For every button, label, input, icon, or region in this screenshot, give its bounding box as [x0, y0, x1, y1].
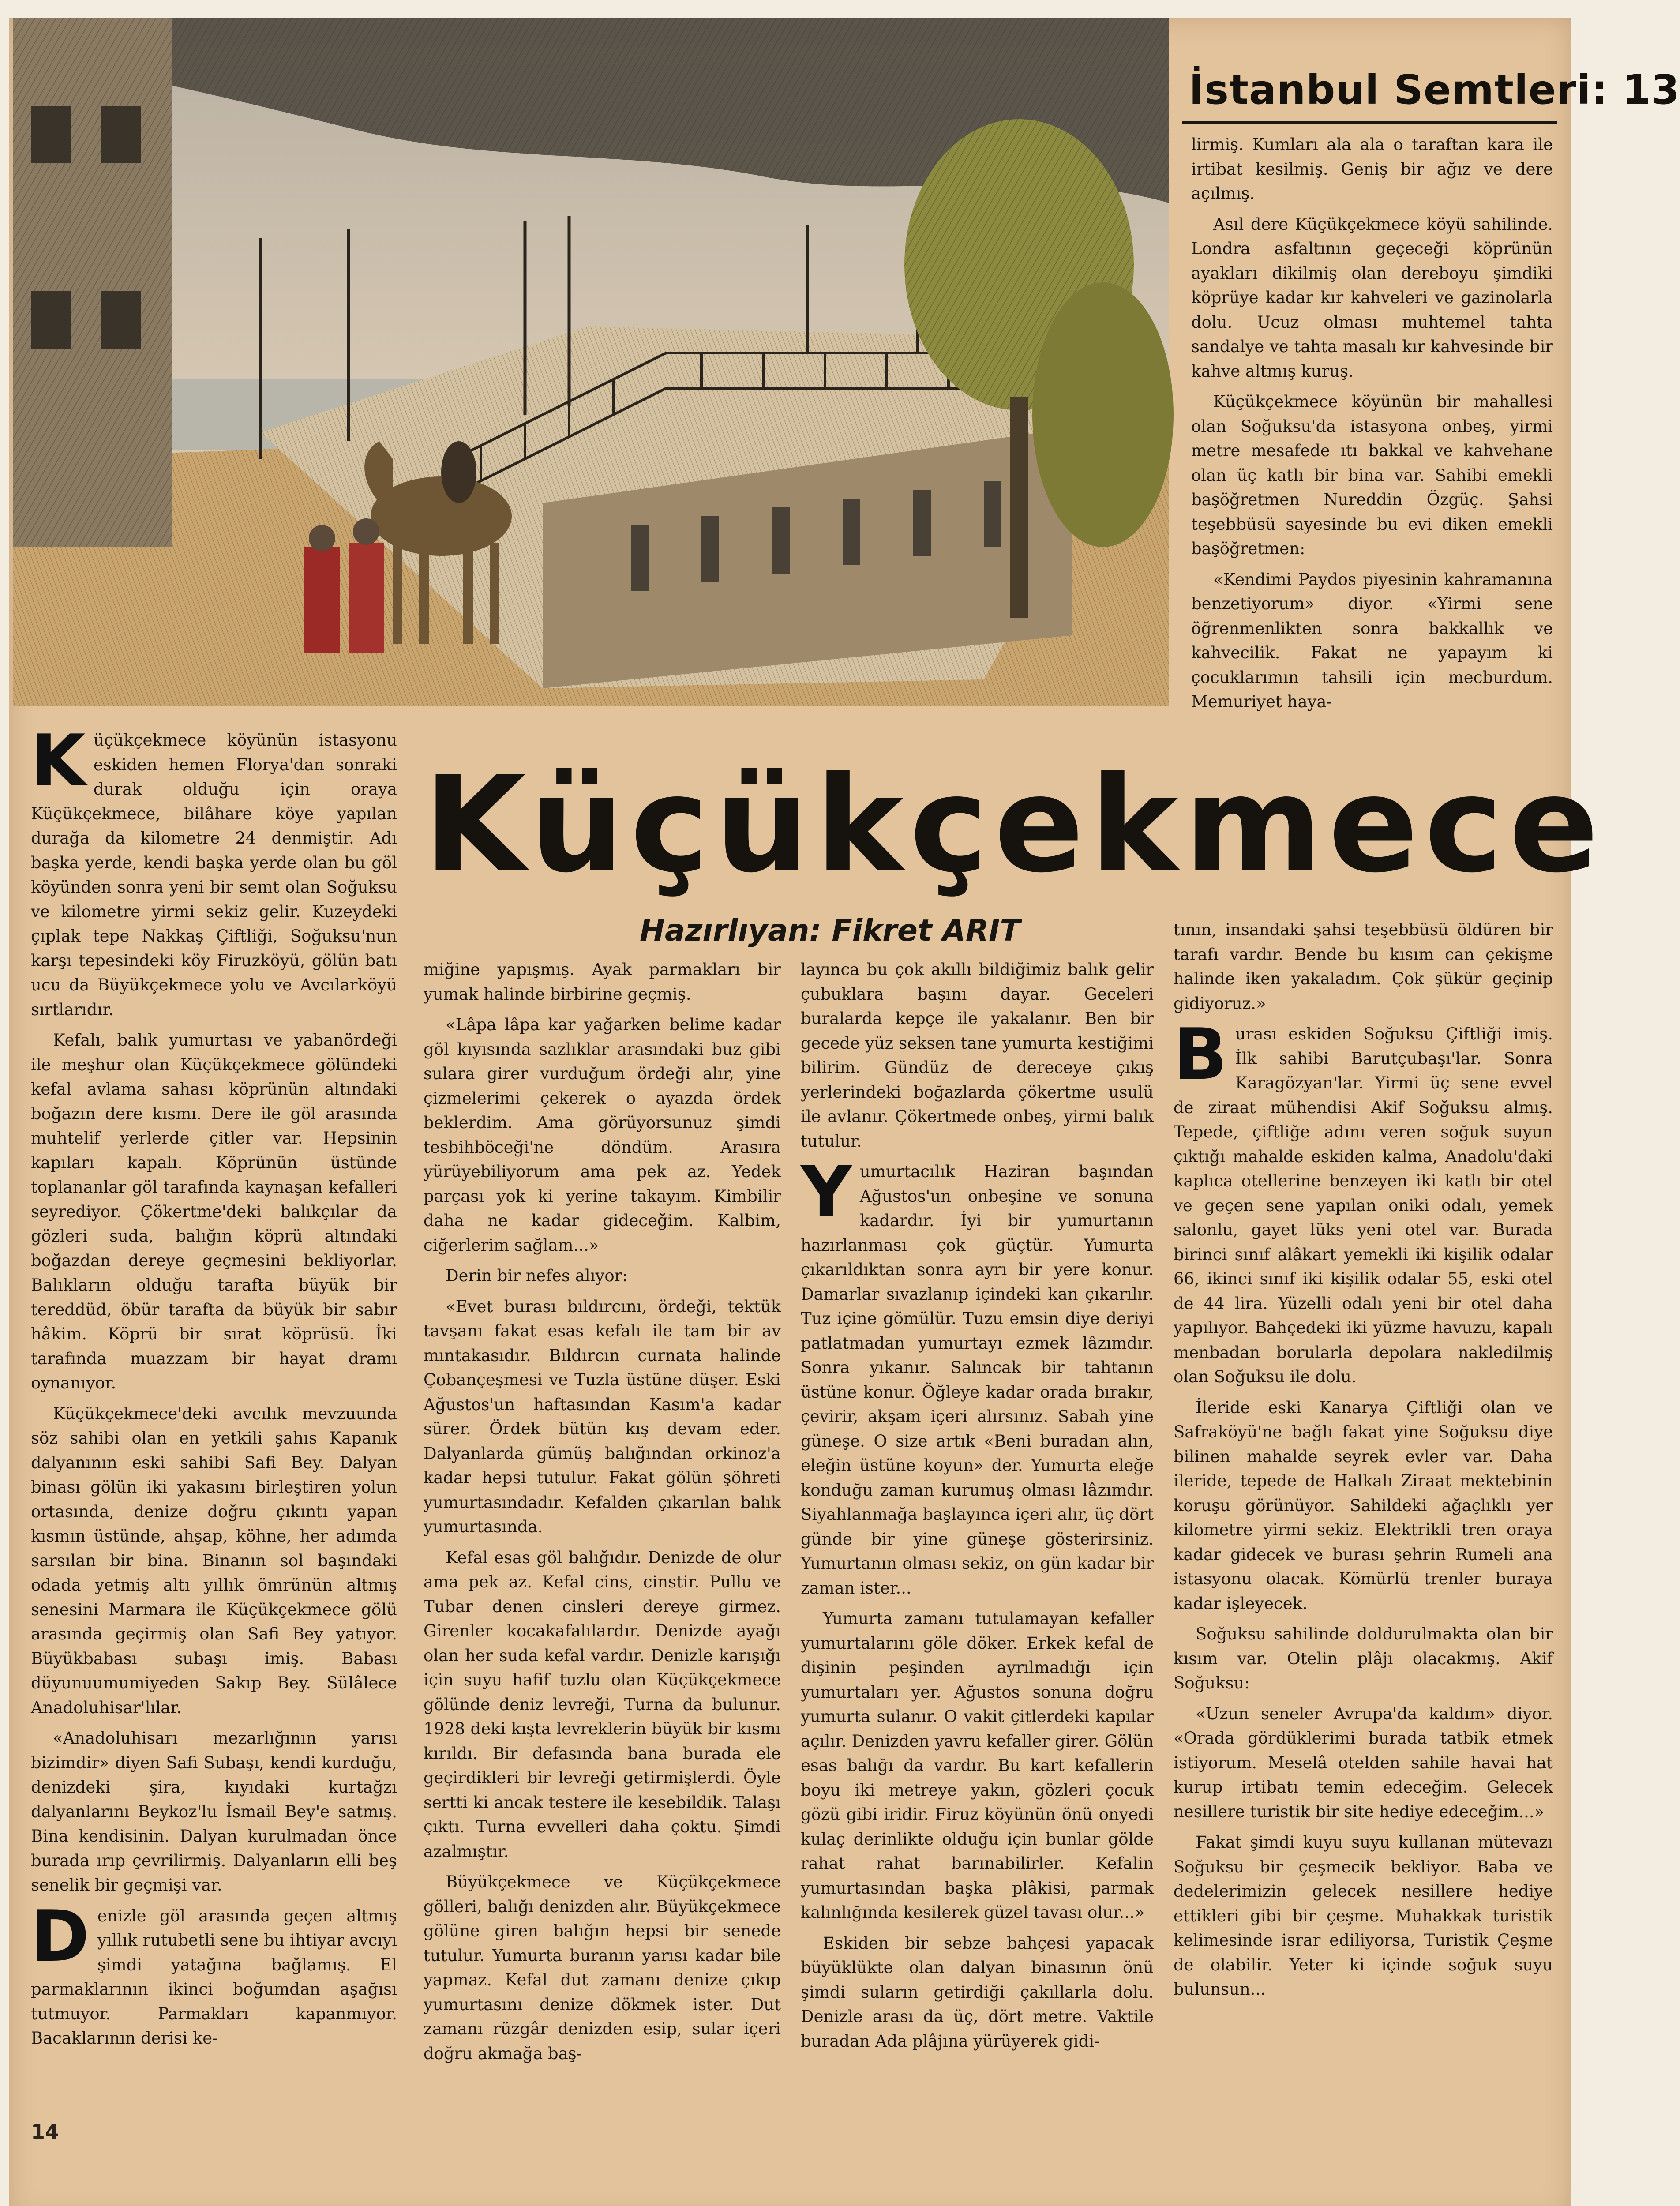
paragraph: layınca bu çok akıllı bildiğimiz balık gelir çubuklara başını dayar. Geceleri buralarda kepçe ile yakalanır. Ben bir gecede yüz seksen tane yumurta kestiğimi bilirim. Gündüz de dereceye çıkış yerlerindeki boğazlarda çökertme usulü ile avlanır. Çökertmede onbeş, yirmi balık tutulur. — [801, 960, 1154, 1151]
paragraph: Kefalı, balık yumurtası ve yabanördeği ile meşhur olan Küçükçekmece gölündeki kefal avlama sahası köprünün altındaki boğazın dere kısmı. Dere ile göl arasında muhtelif yerlerde çitler var. Hepsinin kapıları kapalı. Köprünün üstünde toplananlar göl tarafında kaynaşan kefalleri seyrediyor. Çökertme'deki balıkçılar da gözleri suda, balığın köprü altındaki boğazdan dereye geçmesini bekliyorlar. Balıkların olduğu tarafta büyük bir tereddüd, öbür tarafta da büyük bir sabır hâkim. Köprü bir sırat köprüsü. İki tarafında muazzam bir hayat dramı oynanıyor. — [31, 1031, 397, 1392]
paragraph-text: enizle göl arasında geçen altmış yıllık rutubetli sene bu ihtiyar avcıyı şimdi yatağına bağlamış. El parmaklarının ikinci boğumdan aşağısı tutmuyor. Parmakları kapanmıyor. Bacaklarının derisi ke- — [31, 1906, 398, 2048]
paragraph — [1174, 1013, 1553, 1389]
title-rule — [1182, 121, 1557, 124]
illustration-svg — [13, 18, 1169, 706]
column-2 — [424, 957, 781, 2140]
paragraph: Küçükçekmece'deki avcılık mevzuunda söz sahibi olan en yetkili şahıs Kapanık dalyanının eski sahibi Safi Bey. Dalyan binası gölün iki yakasını birleştiren yolun ortasında, denize doğru çıkıntı yapan kısmın üstünde, ahşap, köhne, her adımda sarsılan bir bina. Binanın sol başındaki odada yetmiş altı yıllık ömrünün altmış senesini Marmara ile Küçükçekmece gölü arasında geçirmiş olan Safi Bey yatıyor. Büyükbabası subaşı imiş. Babası düyunuumumiyeden Sakıp Bey. Sülâlece Anadoluhisar'lılar. — [31, 1404, 397, 1717]
headline: Küçükçekmece — [424, 748, 1605, 902]
paragraph: Derin bir nefes alıyor: — [446, 1266, 628, 1285]
paragraph: Eskiden bir sebze bahçesi yapacak büyüklükte olan dalyan binasının önü şimdi suların getirdiği çakıllarla dolu. Denizle arası da üç, dört metre. Vaktile buradan Ada plâjına yürüyerek gidi- — [801, 1933, 1154, 2051]
paragraph: «Lâpa lâpa kar yağarken belime kadar göl kıyısında sazlıklar arasındaki buz gibi sulara girer vurduğum ördeği alır, yine çizmelerimi çekerek o ayazda ördek beklerdim. Ama görüyorsunuz şimdi tesbihböceği'ne döndüm. Arasıra yürüyebiliyorum ama pek az. Yedek parçası yok ki yerine takayım. Kimbilir daha ne kadar gideceğim. Kalbim, ciğerlerim sağlam...» — [424, 1015, 781, 1255]
paragraph: Fakat şimdi kuyu suyu kullanan mütevazı Soğuksu bir çeşmecik bekliyor. Baba ve dedelerimizin gelecek nesillere hediye ettikleri gibi bir çeşme. Muhakkak turistik kelimesinde israr ediliyorsa, Turistik Çeşme de olabilir. Yeter ki içinde soğuk suyu bulunsun... — [1174, 1833, 1553, 1999]
paragraph: Soğuksu sahilinde doldurulmakta olan bir kısım var. Otelin plâjı olacakmış. Akif Soğuksu: — [1174, 1624, 1553, 1692]
top-right-column — [1191, 132, 1553, 715]
paragraph: lirmiş. Kumları ala ala o taraftan kara ile irtibat kesilmiş. Geniş bir ağız ve dere açılmış. — [1191, 135, 1553, 203]
bridge-with-camel-engraving — [13, 18, 1169, 706]
paragraph: «Evet burası bıldırcını, ördeği, tektük tavşanı fakat esas kefalı ile tam bir av mıntakasıdır. Bıldırcın curnata halinde Çobançeşmesi ve Tuzla üstüne düşer. Eski Ağustos'un haftasından Kasım'a kadar sürer. Ördek bütün kış devam eder. Dalyanlarda gümüş balığından orkinoz'a kadar hepsi tutulur. Fakat gölün şöhreti yumurtasındadır. Kefalden çıkarılan balık yumurtasında. — [424, 1297, 781, 1536]
column-4 — [1174, 918, 1553, 2140]
paragraph: miğine yapışmış. Ayak parmakları bir yumak halinde birbirine geçmiş. — [424, 960, 781, 1004]
dropcap: B — [1174, 1013, 1227, 1095]
paragraph — [31, 719, 397, 1022]
paragraph: Yumurta zamanı tutulamayan kefaller yumurtalarını göle döker. Erkek kefal de dişinin peşinden ayrılmadığı için yumurtaları yer. Ağustos sonuna doğru yumurta sulanır. O vakit çitlerdeki kapılar açılır. Denizden yavru kefaller girer. Gölün esas balığı da vardır. Bu kart kefallerin boyu iki metreye yakın, gözleri çocuk gözü gibi iridir. Firuz köyünün önü onyedi kulaç derinlikte olduğu için bunlar gölde rahat rahat barınabilirler. Kefalin yumurtasından başka plâkisi, parmak kalınlığında kesilerek güzel tavası olur...» — [801, 1609, 1154, 1922]
paragraph: İleride eski Kanarya Çiftliği olan ve Safraköyü'ne bağlı fakat yine Soğuksu diye bilinen mahalde seyrek evler var. Daha ileride, tepede de Halkalı Ziraat mektebinin koruşu görünüyor. Sahildeki ağaçlıklı yer kilometre yirmi sekiz. Elektrikli tren oraya kadar gidecek ve burası şehrin Rumeli ana istasyonu olacak. Kömürlü trenler buraya kadar işleyecek. — [1174, 1398, 1553, 1613]
dropcap: Y — [801, 1151, 852, 1233]
paragraph: «Anadoluhisarı mezarlığının yarısı bizimdir» diyen Safi Subaşı, kendi kurduğu, denizdeki şira, kıyıdaki kurtağzı dalyanlarını Beykoz'lu İsmail Bey'e satmış. Bina kendisinin. Dalyan kurulmadan önce burada ırıp çevrilirmiş. Dalyanların elli beş senelik bir geçmişi var. — [31, 1729, 397, 1895]
page-number: 14 — [31, 2120, 60, 2144]
paragraph-text: urası eskiden Soğuksu Çiftliği imiş. İlk sahibi Barutçubaşı'lar. Sonra Karagözyan'lar. Yirmi üç sene evvel de ziraat mühendisi Akif Soğuksu almış. Tepede, çiftliğe adını veren soğuk suyun çıktığı mahalde eskiden kalma, Anadolu'daki kaplıca otellerine benzeyen iki katlı bir otel ve geçen sene yapılan oniki odalı, yemek salonlu, gayet lüks yeni otel var. Burada birinci sınıf alâkart yemekli iki kişilik odalar 66, ikinci sınıf iki kişilik odalar 55, eski otel de 44 lira. Yüzelli odalı yeni bir otel daha yapılıyor. Bahçedeki iki yüzme havuzu, kapalı menbadan borularla depolara nakledilmiş olan Soğuksu ile dolu. — [1174, 1024, 1553, 1386]
byline: Hazırlıyan: Fikret ARIT — [640, 913, 1020, 948]
paragraph — [801, 1151, 1154, 1600]
paragraph-text: umurtacılık Haziran başından Ağustos'un onbeşine ve sonuna kadardır. İyi bir yumurtanın hazırlanması çok güçtür. Yumurta çıkarıldıktan sonra ayrı bir yere konur. Damarlar sıvazlanıp içindeki kan çıkarılır. Tuz içine gömülür. Tuzu emsin diye deriyi patlatmadan yumurtayı ezmek lâzımdır. Sonra yıkanır. Salıncak bir tahtanın üstüne konur. Öğleye kadar orada bırakır, çevirir, akşam içeri alırsınız. Sabah yine güneşe. O size artık «Beni buradan alın, eleğin üstüne koyun» der. Yumurta eleğe konduğu zaman kurumuş olması lâzımdır. Siyahlanmağa başlayınca içeri alır, üç dört günde bir yine güneşe gösterirsiniz. Yumurtanın olması sekiz, on gün kadar bir zaman ister... — [801, 1162, 1154, 1598]
paragraph: Küçükçekmece köyünün bir mahallesi olan Soğuksu'da istasyona onbeş, yirmi metre mesafede ıtı bakkal ve kahvehane olan üç katlı bir bina var. Sahibi emekli başöğretmen Nureddin Özgüç. Şahsi teşebbüsü sayesinde bu evi diken emekli başöğretmen: — [1191, 392, 1553, 558]
paragraph: Büyükçekmece ve Küçükçekmece gölleri, balığı denizden alır. Büyükçekmece gölüne giren balığın hepsi bir senede tutulur. Yumurta buranın yarısı kadar bile yapmaz. Kefal dut zamanı denize çıkıp yumurtasını denize dökmek ister. Dut zamanı rüzgâr denizden esip, sular içeri doğru akmağa baş- — [424, 1872, 781, 2063]
dropcap: K — [31, 719, 86, 802]
paragraph-text: üçükçekmece köyünün istasyonu eskiden hemen Florya'dan sonraki durak olduğu için oraya Küçükçekmece, bilâhare köye yapılan durağa da kilometre 24 denmiştir. Adı başka yerde, kendi başka yerde olan bu göl köyünden sonra yeni bir semt olan Soğuksu ve kilometre yirmi sekiz gelir. Kuzeydeki çıplak tepe Nakkaş Çiftliği, Soğuksu'nun karşı tepesindeki köy Firuzköyü, gölün batı ucu da Büyükçekmece yolu ve Avcılarköyü sırtlarıdır. — [31, 731, 397, 1019]
paragraph: Asıl dere Küçükçekmece köyü sahilinde. Londra asfaltının geçeceği köprünün ayakları dikilmiş olan dereboyu şimdiki köprüye kadar kır kahveleri ve gazinolarla dolu. Ucuz olması muhtemel tahta sandalye ve tahta masalı kır kahvesinde bir kahve altmış kuruş. — [1191, 214, 1553, 381]
paragraph: «Uzun seneler Avrupa'da kaldım» diyor. «Orada gördüklerimi burada tatbik etmek istiyorum. Meselâ otelden sahile havai hat kurup irtibatı temin edeceğim. Gelecek nesillere turistik bir site hediye edeceğim...» — [1174, 1704, 1553, 1821]
paragraph — [31, 1895, 398, 2051]
column-1 — [31, 719, 398, 2118]
paragraph: «Kendimi Paydos piyesinin kahramanına benzetiyorum» diyor. «Yirmi sene öğrenmenlikten sonra bakkallık ve kahvecilik. Fakat ne yapayım ki çocuklarımın tahsili için mecburdum. Memuriyet haya- — [1191, 570, 1553, 711]
paragraph: tının, insandaki şahsi teşebbüsü öldüren bir tarafı vardır. Bende bu kısım can çekişme halinde iken yakaladım. Çok şükür geçinip gidiyoruz.» — [1174, 920, 1553, 1013]
paragraph: Kefal esas göl balığıdır. Denizde de olur ama pek az. Kefal cins, cinstir. Pullu ve Tubar denen cinsleri dereye girmez. Girenler kocakafalılardır. Denizde ayağı olan her suda kefal vardır. Denizle karışığı için suyu hafif tuzlu olan Küçükçekmece gölünde deniz levreği, Turna da bulunur. 1928 deki kışta levreklerin büyük bir kısmı kırıldı. Bir defasında bana burada ele geçirdikleri bir levreği getirmişlerdi. Öyle sertti ki ancak testere ile kesebildik. Talaşı çıktı. Turna evvelleri daha çoktu. Şimdi azalmıştır. — [424, 1548, 781, 1861]
series-title: İstanbul Semtleri: 13 — [1189, 66, 1680, 113]
dropcap: D — [31, 1895, 90, 1977]
column-3 — [801, 957, 1154, 2140]
